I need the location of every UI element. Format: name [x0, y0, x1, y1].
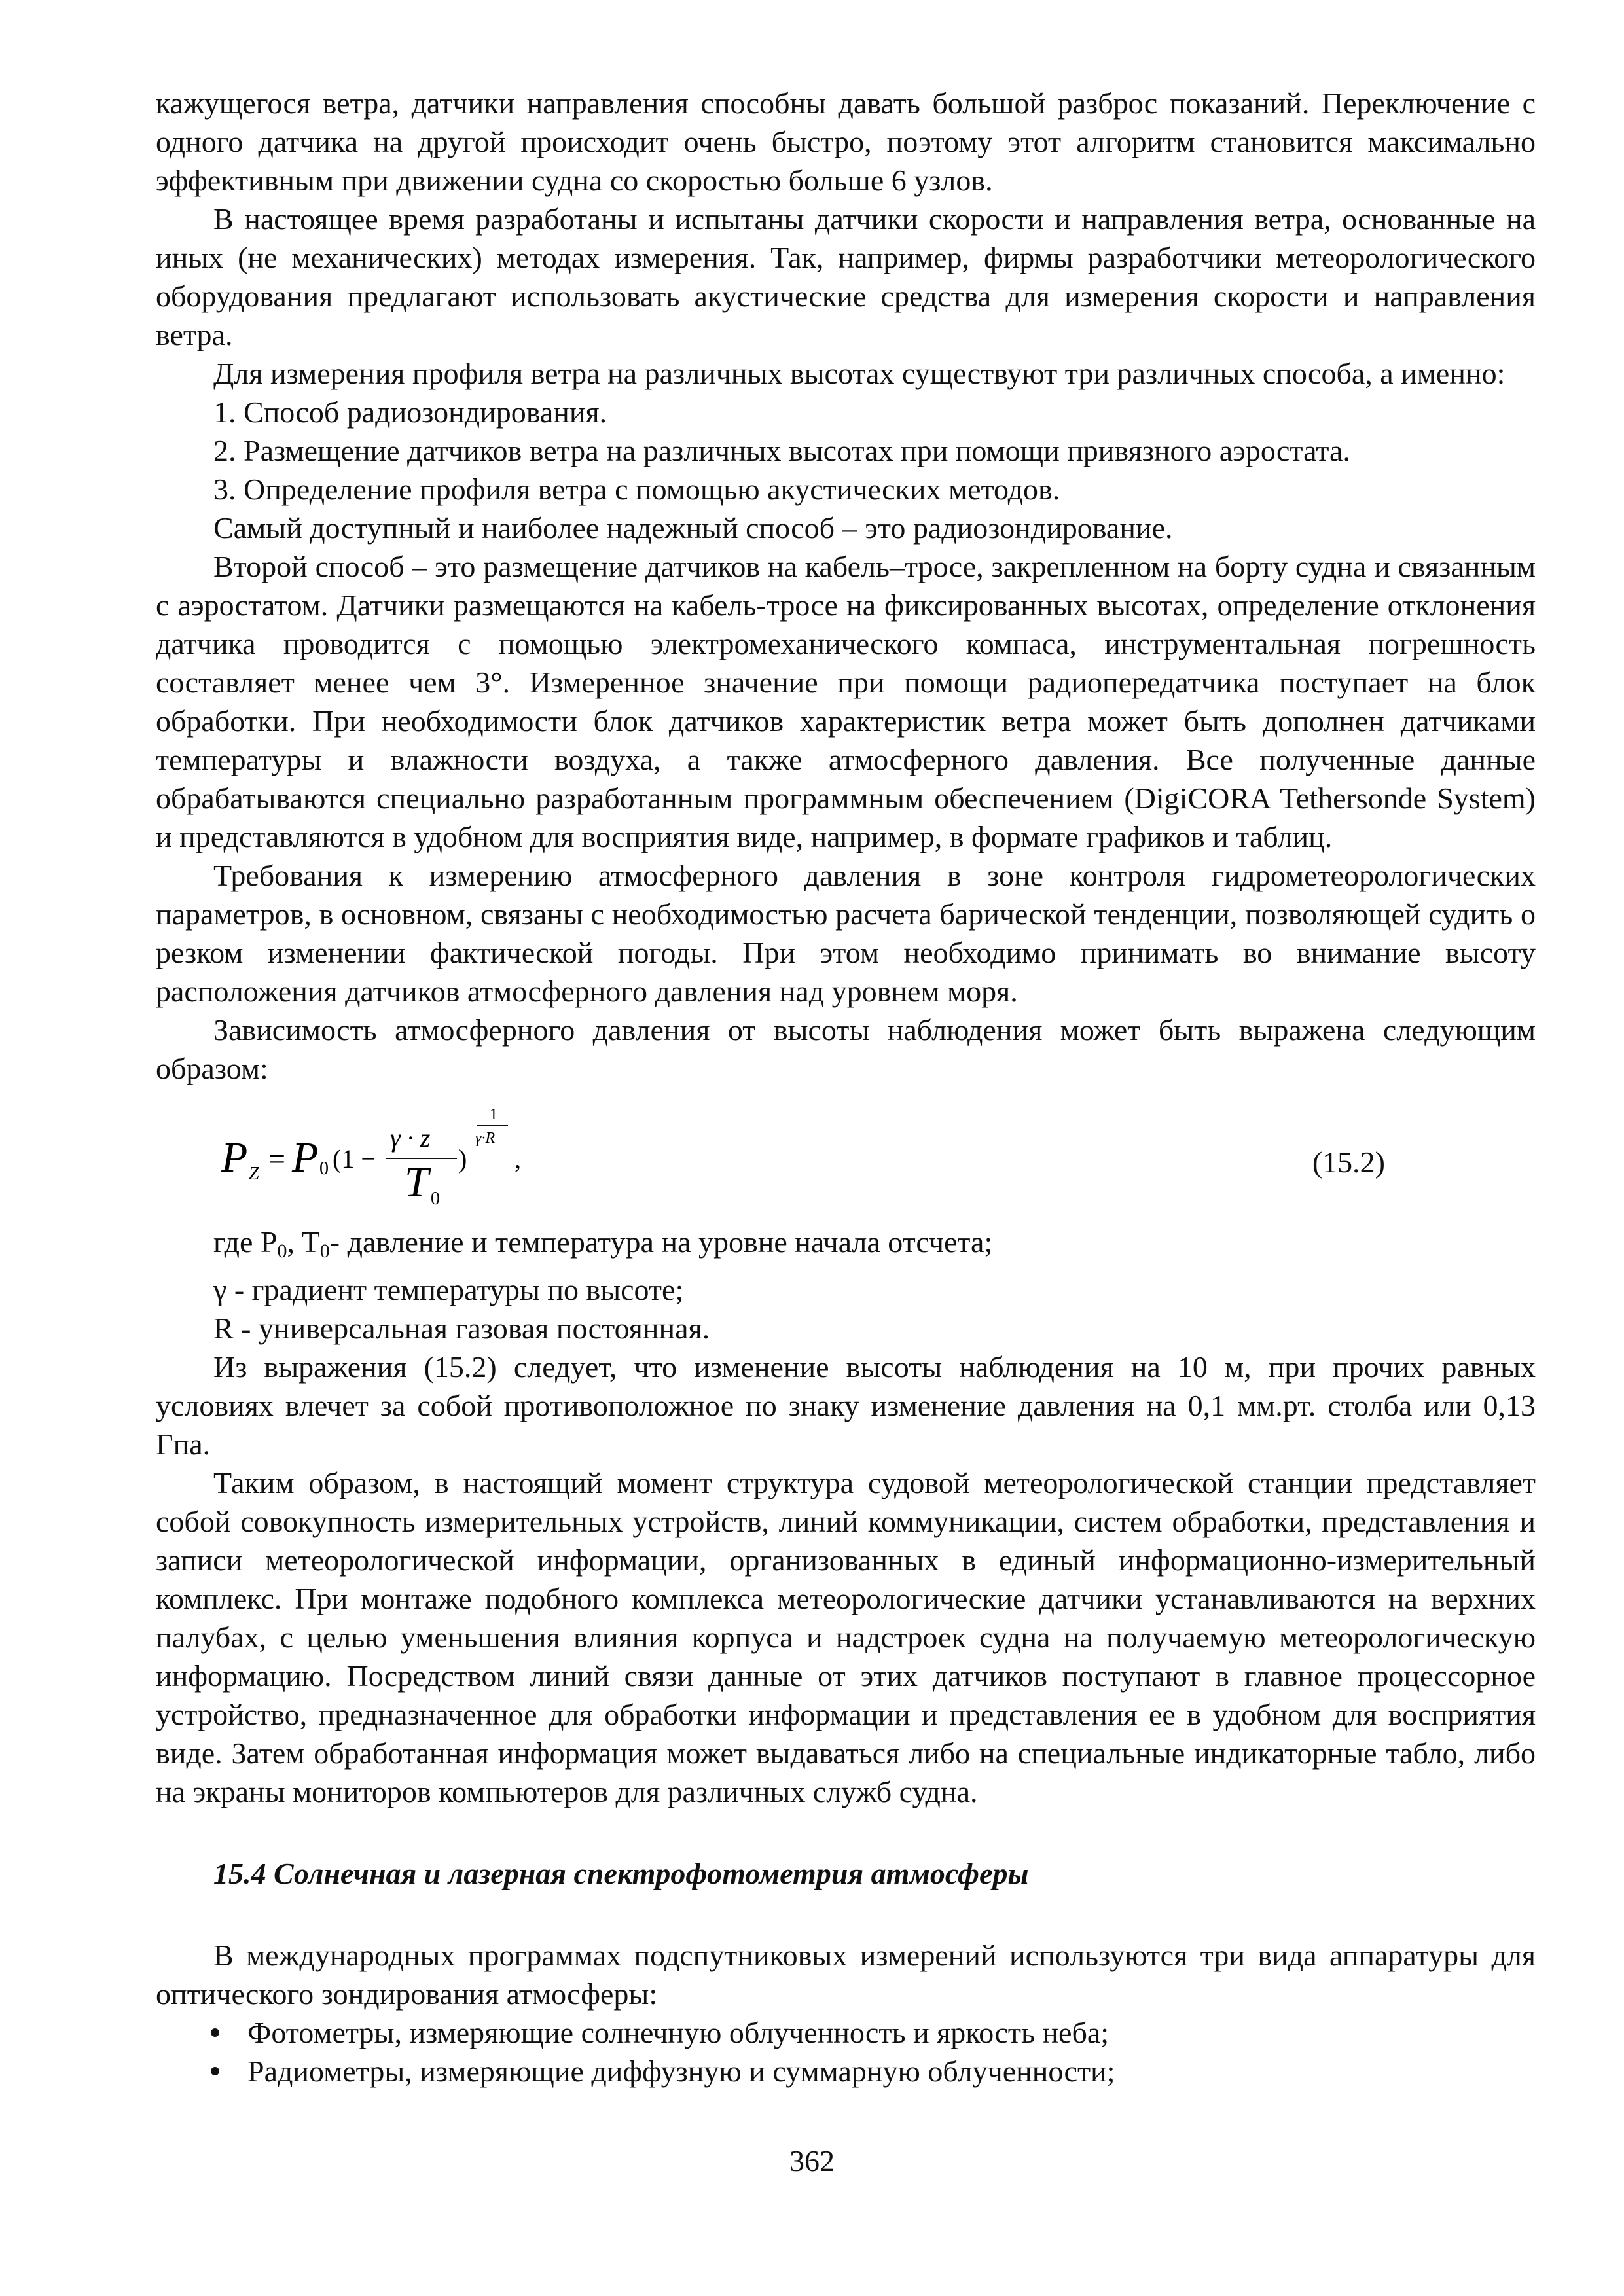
formula-p: P	[221, 1134, 248, 1181]
paragraph: В настоящее время разработаны и испытаны датчики скорости и направления ветра, основанные на иных (не механических) методах измерения. Так, например, фирмы разработчики метеорологического оборудования предлагают использовать акустические средства для измерения скорости и направления ветра.	[156, 202, 1536, 351]
formula-equals: =	[268, 1142, 285, 1175]
paragraph-group-mid	[156, 509, 1536, 1088]
paragraph-group-after	[156, 1348, 1536, 1811]
list-number: 1.	[213, 395, 236, 429]
bullet-icon	[211, 2067, 219, 2075]
formula-comma: ,	[514, 1144, 521, 1174]
section-heading: 15.4 Солнечная и лазерная спектрофотометрия атмосферы	[213, 1857, 1029, 1890]
bullet-item	[156, 2052, 1536, 2090]
list-item	[156, 470, 1536, 509]
paragraph: В международных программах подспутниковых измерений используются три вида аппаратуры для оптического зондирования атмосферы:	[156, 1939, 1536, 2011]
paragraph: Таким образом, в настоящий момент структура судовой метеорологической станции представляет собой совокупность измерительных устройств, линий коммуникации, систем обработки, представления и записи метеорологической информации, организованных в единый информационно-измерительный комплекс. При монтаже подобного комплекса метеорологические датчики устанавливаются на верхних палубах, с целью уменьшения влияния корпуса и надстроек судна на получаемую метеорологическую информацию. Посредством линий связи данные от этих датчиков поступают в главное процессорное устройство, предназначенное для обработки информации и представления ее в удобном для восприятия виде. Затем обработанная информация может выдаваться либо на специальные индикаторные табло, либо на экраны мониторов компьютеров для различных служб судна.	[156, 1466, 1536, 1808]
list-number: 2.	[213, 434, 236, 467]
formula-denominator: T	[405, 1158, 429, 1206]
formula-legend	[156, 1223, 1536, 1348]
paragraph: Из выражения (15.2) следует, что изменение высоты наблюдения на 10 м, при прочих равных условиях влечет за собой противоположное по знаку изменение давления на 0,1 мм.рт. столба или 0,13 Гпа.	[156, 1350, 1536, 1461]
list-item-text: Определение профиля ветра с помощью акустических методов.	[244, 473, 1060, 506]
formula-sub-0: 0	[319, 1158, 329, 1179]
bullet-item	[156, 2013, 1536, 2052]
paragraph: Зависимость атмосферного давления от высоты наблюдения может быть выражена следующим образом:	[156, 1013, 1536, 1085]
equation-row	[156, 1092, 1536, 1223]
formula-open: (1 −	[333, 1144, 376, 1174]
list-item-text: Размещение датчиков ветра на различных высотах при помощи привязного аэростата.	[244, 434, 1350, 467]
page-number: 362	[789, 2144, 835, 2178]
formula-close: )	[458, 1144, 467, 1174]
formula-exp-den: γ·R	[475, 1130, 496, 1147]
bullet-list	[156, 2013, 1536, 2090]
list-number: 3.	[213, 473, 236, 506]
formula-sub-z: Z	[249, 1164, 259, 1184]
paragraph: кажущегося ветра, датчики направления способны давать большой разброс показаний. Переключение с одного датчика на другой происходит очень быстро, поэтому этот алгоритм становится максимально эффективным при движении судна со скоростью больше 6 узлов.	[156, 86, 1536, 197]
formula-exp-num: 1	[490, 1106, 497, 1123]
formula-den-sub: 0	[431, 1189, 440, 1209]
list-item	[156, 393, 1536, 431]
bullet-icon	[211, 2028, 219, 2037]
legend-subscript: 0	[277, 1240, 287, 1262]
bullet-text: Фотометры, измеряющие солнечную облученность и яркость неба;	[247, 2016, 1110, 2049]
numbered-list	[156, 393, 1536, 509]
paragraph: Требования к измерению атмосферного давления в зоне контроля гидрометеорологических параметров, в основном, связаны с необходимостью расчета барической тенденции, позволяющей судить о резком изменении фактической погоды. При этом необходимо принимать во внимание высоту расположения датчиков атмосферного давления над уровнем моря.	[156, 859, 1536, 1008]
legend-text: - давление и температура на уровне начала отсчета;	[329, 1225, 993, 1259]
text-column	[156, 84, 1536, 2090]
formula-p0: P	[292, 1134, 319, 1181]
legend-line: R - универсальная газовая постоянная.	[213, 1312, 710, 1345]
pressure-formula	[215, 1092, 673, 1223]
list-item-text: Способ радиозондирования.	[244, 395, 607, 429]
paragraph: Для измерения профиля ветра на различных высотах существуют три различных способа, а именно:	[213, 357, 1506, 390]
legend-text: где P	[213, 1225, 278, 1259]
list-item	[156, 431, 1536, 470]
legend-subscript: 0	[319, 1240, 330, 1262]
paragraph-group-top	[156, 84, 1536, 393]
bullet-text: Радиометры, измеряющие диффузную и суммарную облученности;	[247, 2054, 1115, 2088]
legend-text: , T	[287, 1225, 320, 1259]
paragraph: Самый доступный и наиболее надежный способ – это радиозондирование.	[213, 511, 1173, 545]
formula-numerator: γ · z	[390, 1123, 431, 1153]
legend-line: γ - градиент температуры по высоте;	[213, 1273, 684, 1306]
legend-line	[156, 1223, 1536, 1270]
paragraph: Второй способ – это размещение датчиков на кабель–тросе, закрепленном на борту судна и связанным с аэростатом. Датчики размещаются на кабель-тросе на фиксированных высотах, определение отклонения датчика проводится с помощью электромеханического компаса, инструментальная погрешность составляет менее чем 3°. Измеренное значение при помощи радиопередатчика поступает на блок обработки. При необходимости блок датчиков характеристик ветра может быть дополнен датчиками температуры и влажности воздуха, а также атмосферного давления. Все полученные данные обрабатываются специально разработанным программным обеспечением (DigiCORA Tethersonde System) и представляются в удобном для восприятия виде, например, в формате графиков и таблиц.	[156, 550, 1536, 853]
equation-number: (15.2)	[1312, 1145, 1385, 1179]
